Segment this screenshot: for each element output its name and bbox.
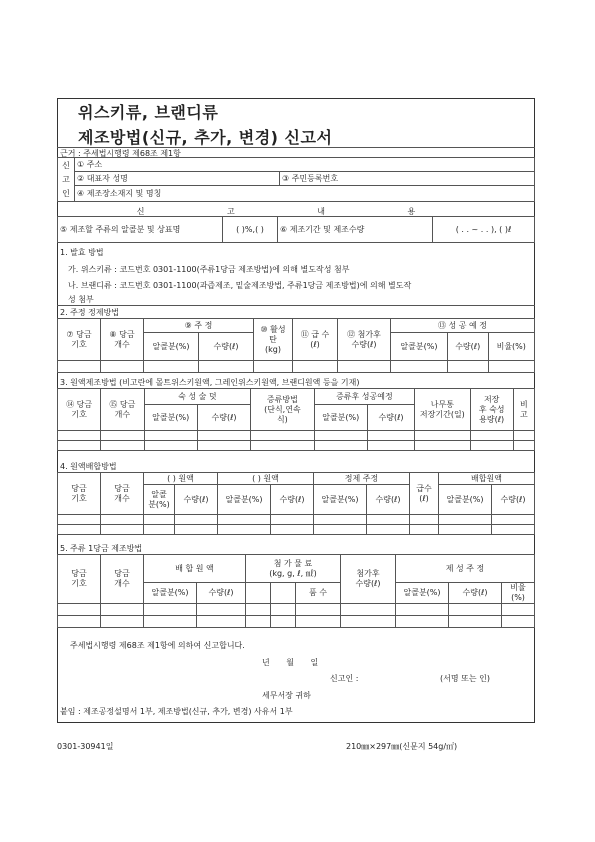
- paper-spec: 210㎜×297㎜(신문지 54g/㎡): [346, 742, 458, 751]
- applicant-side-label: 신 고 인: [58, 158, 75, 202]
- report-row-table: [57, 216, 535, 243]
- sec2-h-plan-al: 알콜분(%): [391, 333, 448, 361]
- footer-attach: 붙임 : 제조공정설명서 1부, 제조방법(신규, 추가, 변경) 사유서 1부: [60, 707, 293, 716]
- sec2-h-plan-ratio: 비율(%): [488, 333, 534, 361]
- sec5-h-cnt: 당금 개수: [101, 555, 144, 604]
- factory-label: ④ 제조장소재지 및 명칭: [75, 186, 535, 202]
- report-header: 신 고 내 용: [136, 207, 456, 216]
- footer-reporter: 신고인 :: [330, 674, 359, 683]
- footer-statement: 주세법시행령 제68조 제1항에 의하여 신고합니다.: [70, 641, 245, 650]
- sec2-h-ju-al: 알콜분(%): [144, 333, 199, 361]
- rep-name-label: ② 대표자 성명: [75, 172, 280, 186]
- sec3-h-dang: ⑭ 당금 기호: [58, 389, 101, 431]
- sec3-h-mature: 숙 성 술 덧: [144, 389, 251, 405]
- sec4-h-mix: 배합원액: [439, 473, 535, 485]
- sec2-h-ju: ⑨ 주 정: [144, 319, 254, 333]
- sec4-h-al-3: 알콜분(%): [314, 485, 367, 515]
- sec2-h-active: ⑩ 활성 탄 (kg): [254, 319, 293, 361]
- sec4-h-vol-4: 수량(ℓ): [492, 485, 535, 515]
- sec2-h-after: ⑫ 첨가후 수량(ℓ): [338, 319, 391, 361]
- sec1-title: 1. 발효 방법: [60, 248, 104, 257]
- form-title-line1: 위스키류, 브랜디류: [78, 103, 219, 122]
- sec3-h-after-vol: 수량(ℓ): [367, 405, 414, 431]
- sec5-title: 5. 주류 1당금 제조방법: [60, 544, 143, 553]
- sec5-h-mix-vol: 수량(ℓ): [197, 583, 246, 604]
- sec4-h-water: 급수 (ℓ): [410, 473, 439, 515]
- alcohol-value: ( )%,( ): [223, 217, 278, 243]
- sec3-h-wood: 나무통 저장기간(일): [415, 389, 470, 431]
- sec5-h-plan-vol: 수량(ℓ): [449, 583, 502, 604]
- sec2-table: [57, 318, 535, 373]
- alcohol-label: ⑤ 제조할 주류의 알콜분 및 상표명: [58, 217, 223, 243]
- sec5-h-after: 첨가후 수량(ℓ): [341, 555, 396, 604]
- sec4-h-vol-2: 수량(ℓ): [271, 485, 314, 515]
- sec5-h-plan: 제 성 주 정: [396, 555, 535, 583]
- sec2-h-dang-count: ⑧ 당금 개수: [101, 319, 144, 361]
- sec1-ga: 가. 위스키류 : 코드번호 0301-1100(주류1당금 제조방법)에 의해 별도작성 첨부: [68, 265, 350, 274]
- sec5-table: [57, 554, 535, 628]
- sec2-h-plan: ⑬ 성 공 예 정: [391, 319, 535, 333]
- address-label: ① 주소: [75, 158, 535, 172]
- sec2-h-plan-vol: 수량(ℓ): [447, 333, 488, 361]
- sec5-h-plan-ratio: 비율(%): [502, 583, 535, 604]
- sec3-h-cnt: ⑮ 당금 개수: [101, 389, 144, 431]
- reg-no-label: ③ 주민등록번호: [280, 172, 535, 186]
- sec4-h-vol-1: 수량(ℓ): [175, 485, 218, 515]
- sec2-h-ju-vol: 수량(ℓ): [199, 333, 254, 361]
- sec4-h-ju: 정제 주정: [314, 473, 410, 485]
- sec3-h-mature-vol: 수량(ℓ): [197, 405, 250, 431]
- sec2-title: 2. 주정 정제방법: [60, 308, 120, 317]
- sec3-h-note: 비 고: [513, 389, 534, 431]
- sec3-title: 3. 원액제조방법 (비고란에 몰트위스키원액, 그레인위스키원액, 브랜디원액 등을 기재): [60, 378, 360, 387]
- sec5-h-add: 첨 가 물 료 (kg, g, ℓ, ㎖): [246, 555, 341, 583]
- sec3-table: [57, 388, 535, 451]
- sec5-h-plan-al: 알콜분(%): [396, 583, 449, 604]
- sec4-h-al-2: 알콜분(%): [218, 485, 271, 515]
- sec2-h-water: ⑪ 급 수 (ℓ): [293, 319, 338, 361]
- sec1-na2: 성 첨부: [68, 295, 94, 304]
- sec5-h-dang: 당금 기호: [58, 555, 101, 604]
- sec5-h-add-count: 품 수: [296, 583, 341, 604]
- sec3-h-store: 저장 후 숙성 용량(ℓ): [470, 389, 513, 431]
- sec4-h-w2: ( ) 원액: [218, 473, 314, 485]
- sec4-h-al: 알콜 분(%): [144, 485, 175, 515]
- sec5-h-mix-al: 알콜분(%): [144, 583, 197, 604]
- basis-text: 근거 : 주세법시행령 제68조 제1항: [60, 149, 181, 158]
- footer-sign: (서명 또는 인): [440, 674, 490, 683]
- sec1-na: 나. 브랜디류 : 코드번호 0301-1100(과즙제조, 밑술제조방법, 주류1당금 제조방법)에 의해 별도작: [68, 281, 412, 290]
- sec4-h-al-4: 알콜분(%): [439, 485, 492, 515]
- period-label: ⑥ 제조기간 및 제조수량: [278, 217, 433, 243]
- form-code: 0301-30941일: [57, 742, 114, 751]
- footer-to: 세무서장 귀하: [262, 691, 311, 700]
- sec4-h-cnt: 당금 개수: [101, 473, 144, 515]
- sec3-h-mature-al: 알콜분(%): [144, 405, 197, 431]
- sec4-h-dang: 당금 기호: [58, 473, 101, 515]
- sec4-h-vol-3: 수량(ℓ): [367, 485, 410, 515]
- sec3-h-after: 증류후 성공예정: [314, 389, 415, 405]
- form-title-line2: 제조방법(신규, 추가, 변경) 신고서: [78, 128, 333, 147]
- sec4-title: 4. 원액배합방법: [60, 462, 117, 471]
- sec4-table: [57, 472, 535, 535]
- sec3-h-dist: 증류방법 (단식,연속 식): [251, 389, 314, 431]
- footer-date: 년 월 일: [262, 658, 319, 667]
- sec5-h-mix: 배 합 원 액: [144, 555, 246, 583]
- sec3-h-after-al: 알콜분(%): [314, 405, 367, 431]
- period-value: ( . . ~ . . ), ( )ℓ: [433, 217, 535, 243]
- applicant-table: [57, 157, 535, 202]
- sec2-h-dang-label: ⑦ 당금 기호: [58, 319, 101, 361]
- sec4-h-w1: ( ) 원액: [144, 473, 218, 485]
